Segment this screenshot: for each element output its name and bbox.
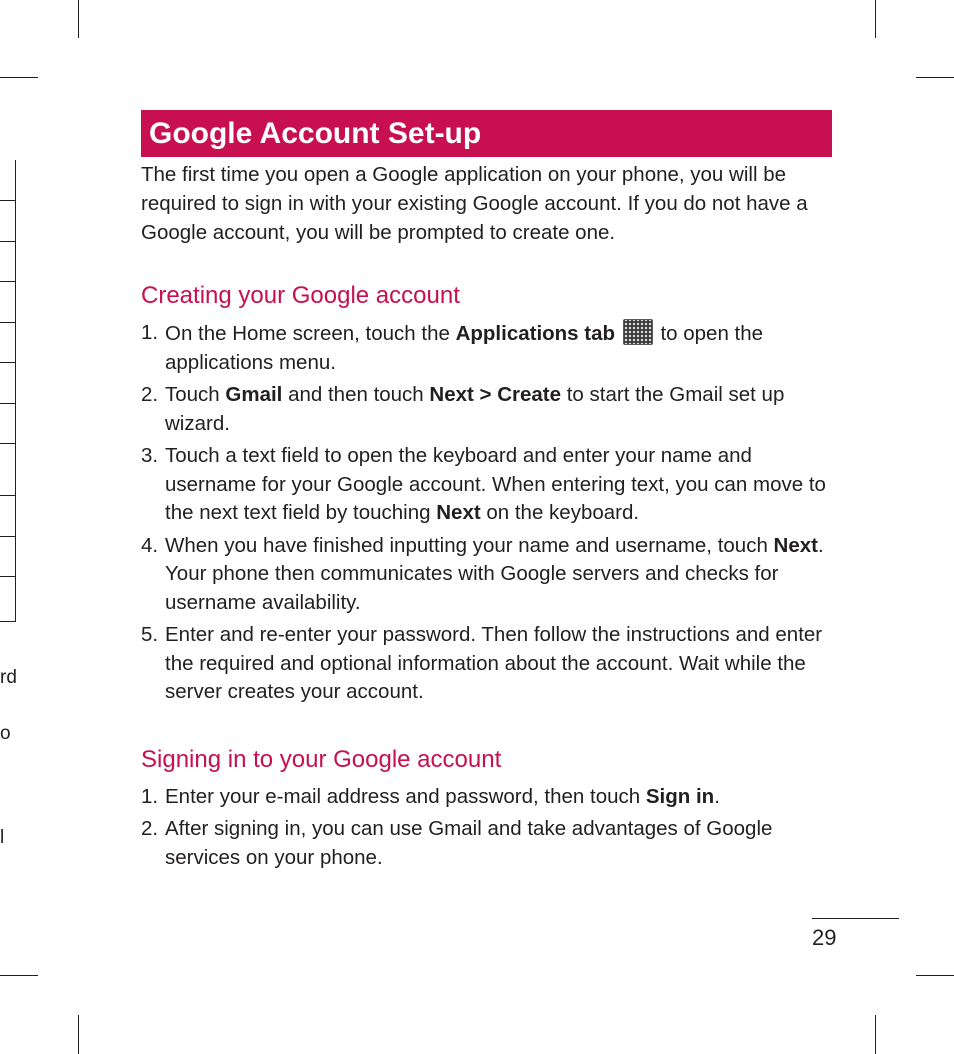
step-bold: Sign in [645,784,715,808]
page-number-rule [812,918,899,919]
crop-mark [78,0,79,38]
edge-tab [0,281,15,282]
step-number: 5. [141,623,159,646]
list-item [141,381,833,438]
edge-tab [0,241,15,242]
step-number: 2. [141,817,159,840]
step-number: 1. [141,784,159,808]
step-bold: Applications tab [455,322,616,345]
step-text: Enter your e-mail address and password, then touch [165,784,646,808]
step-bold: Gmail [225,383,283,406]
step-text: . Your phone then communicates with Google servers and checks for username availability. [165,533,824,614]
margin-fragment: l [0,827,5,848]
step-bold: Next > Create [429,383,562,406]
step-text: and then touch [282,383,430,406]
step-text: on the keyboard. [480,501,640,524]
step-text: . [714,784,720,808]
step-text: When you have finished inputting your name and username, touch [165,533,774,557]
edge-tab [0,443,15,444]
list-item [141,815,833,872]
main-content [141,160,833,876]
edge-tab [0,576,15,577]
edge-tab [0,322,15,323]
applications-grid-icon [623,319,653,345]
margin-fragment: rd [0,667,17,688]
list-item [141,442,833,528]
section-heading-creating: Creating your Google account [141,282,460,309]
edge-tab-line [15,160,16,622]
list-item [141,319,833,377]
step-number: 2. [141,383,159,406]
creating-steps-list [141,319,833,707]
edge-tab [0,621,15,622]
crop-mark [78,1015,79,1054]
step-text: to start the Gmail set up wizard. [165,383,785,435]
edge-tab [0,536,15,537]
title-bar [141,110,832,157]
step-number: 3. [141,444,159,467]
intro-paragraph: The first time you open a Google application on your phone, you will be required to sign in with your existing Google account. If you do not have a Google account, you will be prompted to create one. [141,163,808,244]
list-item [141,621,833,707]
step-text: On the Home screen, touch the [165,322,456,345]
step-text: After signing in, you can use Gmail and take advantages of Google services on your phone. [165,817,773,869]
step-text: Touch [165,383,226,406]
crop-mark [875,0,876,38]
edge-tab [0,200,15,201]
margin-fragment: o [0,723,11,744]
step-text: Touch a text field to open the keyboard and enter your name and username for your Google account. When entering text, you can move to the next text field by touching [165,444,826,524]
edge-tab [0,495,15,496]
section-heading-signing: Signing in to your Google account [141,745,502,773]
crop-mark [916,77,954,78]
list-item [141,783,833,812]
crop-mark [875,1015,876,1054]
step-text: Enter and re-enter your password. Then follow the instructions and enter the required and optional information about the account. Wait while the server creates your account. [165,623,823,703]
step-text: to open the applications menu. [165,322,764,374]
crop-mark [0,975,38,976]
step-number: 1. [141,321,159,344]
step-number: 4. [141,533,159,557]
list-item [141,532,833,618]
edge-tab [0,403,15,404]
crop-mark [916,975,954,976]
page-title: Google Account Set-up [149,117,482,150]
edge-tab [0,362,15,363]
crop-mark [0,77,38,78]
step-bold: Next [436,501,481,524]
signing-steps-list [141,783,833,873]
step-bold: Next [773,533,818,557]
page-number: 29 [812,925,837,950]
